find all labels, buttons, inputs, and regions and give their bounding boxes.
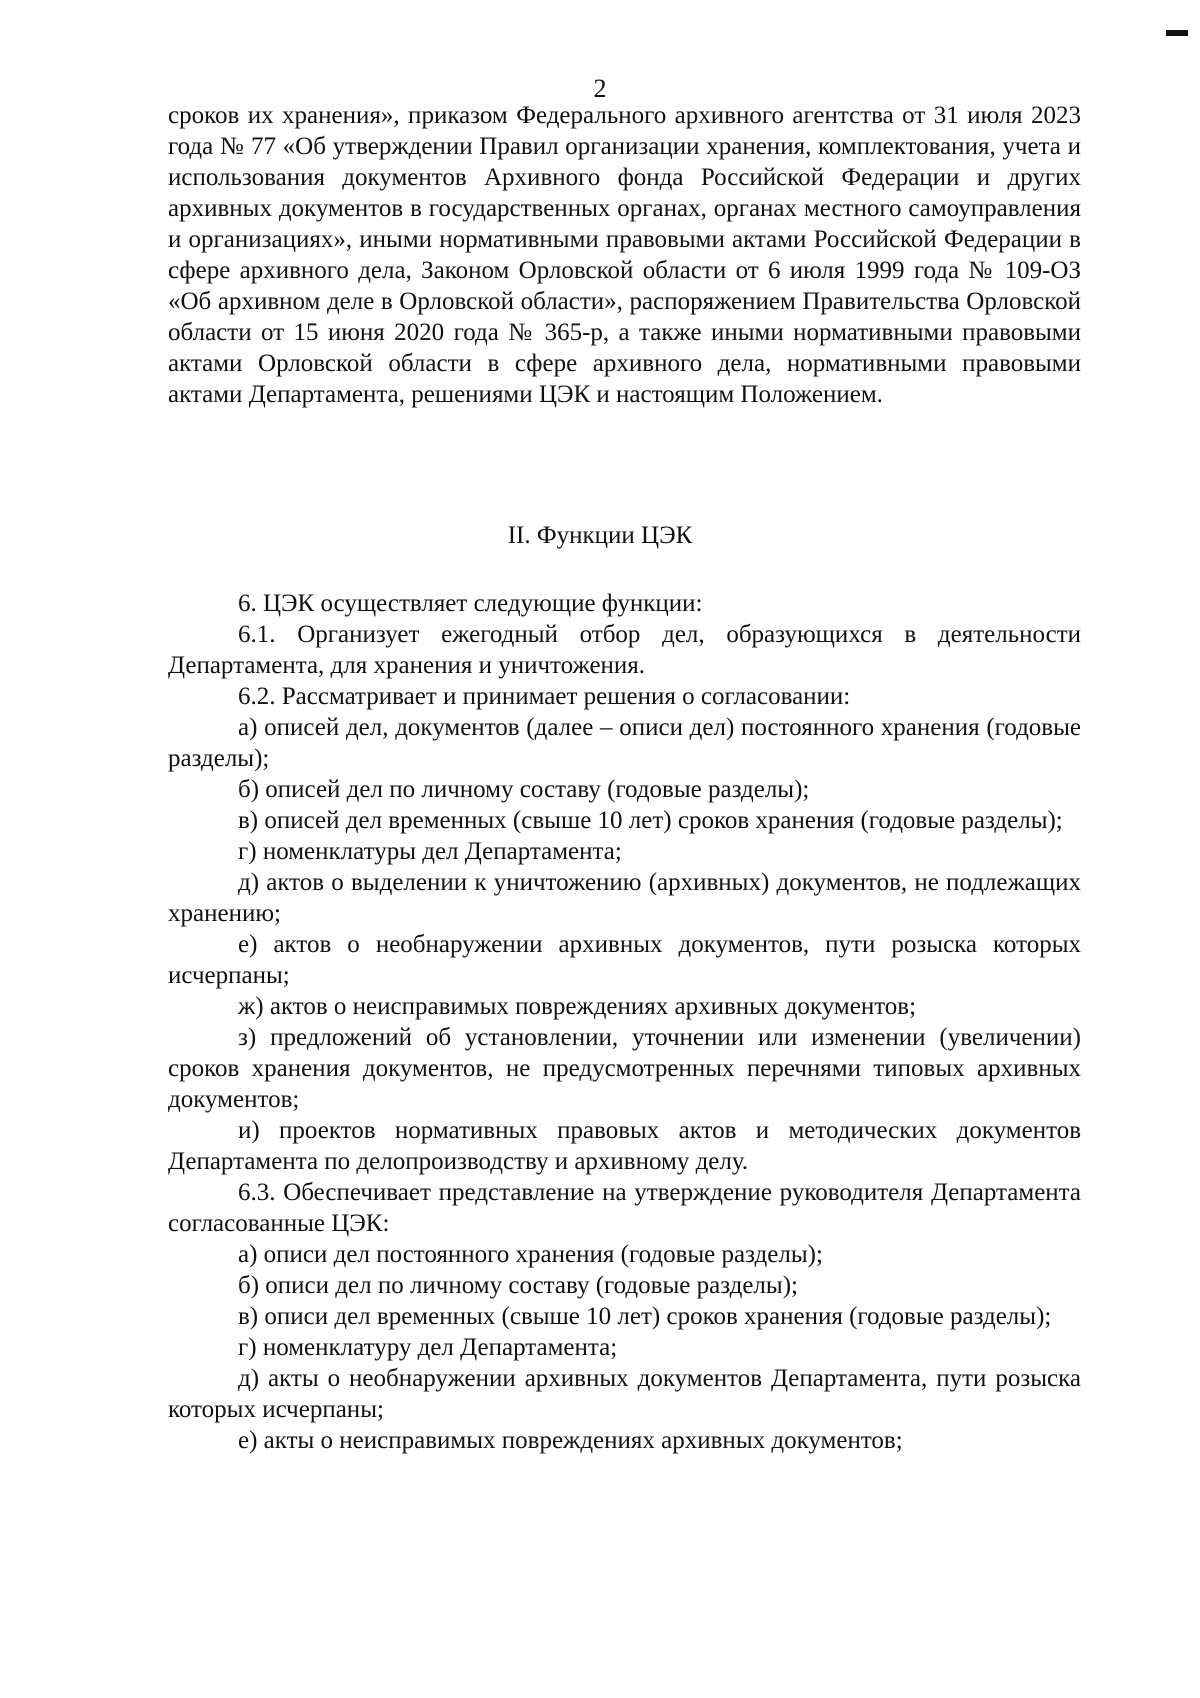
paragraph: 6. ЦЭК осуществляет следующие функции: [238, 590, 703, 617]
intro-paragraph: сроков их хранения», приказом Федерального архивного агентства от 31 июля 2023 года № 77 «Об утверждении Правил организации хранения, комплектования, учета и использования документов Архивного фонда Российской Федерации и других архивных документов в государственных органах, органах местного самоуправления и организациях», иными нормативными правовыми актами Российской Федерации в сфере архивного дела, Законом Орловской области от 6 июля 1999 года № 109-ОЗ «Об архивном деле в Орловской области», распоряжением Правительства Орловской области от 15 июня 2020 года № 365-р, а также иными нормативными правовыми актами Орловской области в сфере архивного дела, нормативными правовыми актами Департамента, решениями ЦЭК и настоящим Положением. [168, 102, 1081, 408]
paragraph: а) описей дел, документов (далее – описи дел) постоянного хранения (годовые разделы); [168, 714, 1081, 772]
paragraph: в) описей дел временных (свыше 10 лет) сроков хранения (годовые разделы); [238, 807, 1063, 834]
intro-text-block [168, 100, 1081, 410]
functions-text-block [168, 588, 1081, 1456]
paragraph: д) акты о необнаружении архивных документов Департамента, пути розыска которых исчерпаны; [168, 1365, 1081, 1423]
paragraph: е) акты о неисправимых повреждениях архивных документов; [238, 1427, 903, 1454]
paragraph: з) предложений об установлении, уточнении или изменении (увеличении) сроков хранения документов, не предусмотренных перечнями типовых архивных документов; [168, 1024, 1081, 1113]
paragraph: е) актов о необнаружении архивных документов, пути розыска которых исчерпаны; [168, 931, 1081, 989]
paragraph: г) номенклатуру дел Департамента; [238, 1334, 618, 1361]
scan-mark [1166, 30, 1188, 36]
paragraph: а) описи дел постоянного хранения (годовые разделы); [238, 1241, 823, 1268]
paragraph: 6.2. Рассматривает и принимает решения о согласовании: [238, 683, 851, 710]
paragraph: б) описей дел по личному составу (годовые разделы); [238, 776, 810, 803]
paragraph: б) описи дел по личному составу (годовые разделы); [238, 1272, 798, 1299]
paragraph: 6.1. Организует ежегодный отбор дел, образующихся в деятельности Департамента, для хранения и уничтожения. [168, 621, 1081, 679]
page-number: 2 [593, 74, 607, 103]
paragraph: 6.3. Обеспечивает представление на утверждение руководителя Департамента согласованные ЦЭК: [168, 1179, 1081, 1237]
paragraph: г) номенклатуры дел Департамента; [238, 838, 622, 865]
paragraph: и) проектов нормативных правовых актов и методических документов Департамента по делопроизводству и архивному делу. [168, 1117, 1081, 1175]
section-heading: II. Функции ЦЭК [507, 522, 693, 549]
paragraph: ж) актов о неисправимых повреждениях архивных документов; [238, 993, 917, 1020]
paragraph: в) описи дел временных (свыше 10 лет) сроков хранения (годовые разделы); [238, 1303, 1052, 1330]
paragraph: д) актов о выделении к уничтожению (архивных) документов, не подлежащих хранению; [168, 869, 1081, 927]
